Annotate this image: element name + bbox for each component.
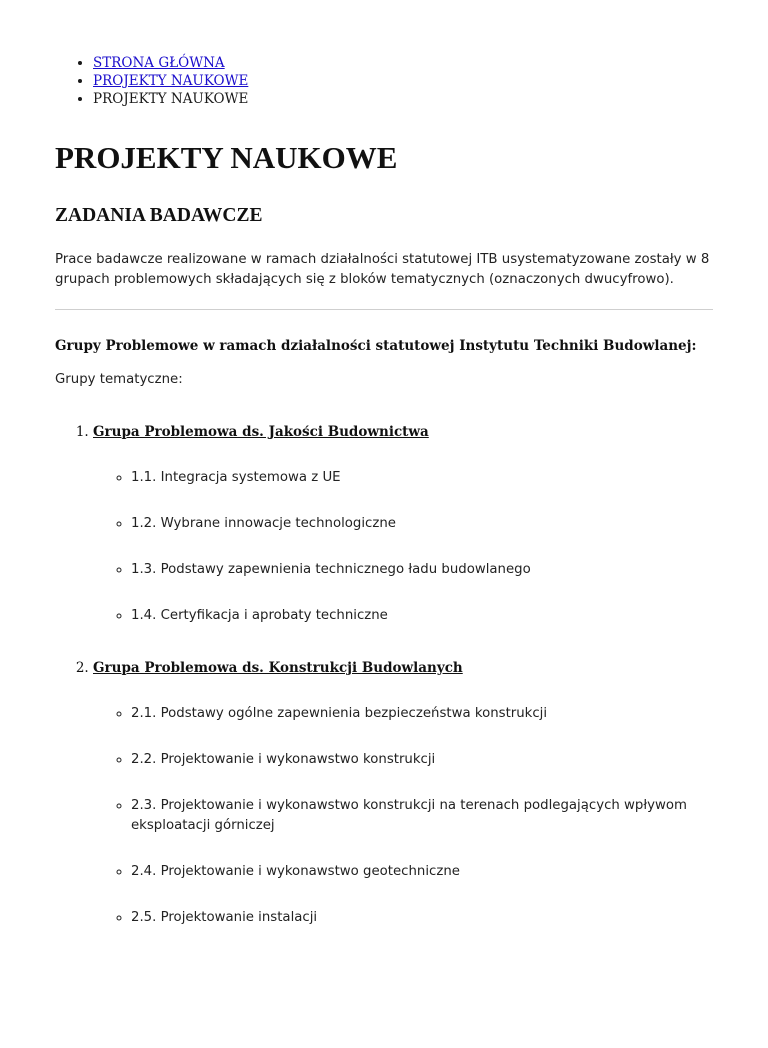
breadcrumb: [55, 54, 713, 108]
topic-item: ◦ 1.4. Certyfikacja i aprobaty techniczne: [131, 606, 713, 626]
page-content: [0, 54, 768, 928]
breadcrumb-link-home[interactable]: STRONA GŁÓWNA: [93, 55, 225, 71]
group-title-link[interactable]: Grupa Problemowa ds. Konstrukcji Budowlanych: [93, 660, 463, 676]
breadcrumb-link-projects[interactable]: PROJEKTY NAUKOWE: [93, 73, 249, 89]
groups-subheading: Grupy Problemowe w ramach działalności statutowej Instytutu Techniki Budowlanej:: [55, 338, 697, 354]
topic-item: ◦ 2.3. Projektowanie i wykonawstwo konstrukcji na terenach podlegających wpływom eksploatacji górniczej: [131, 796, 713, 836]
topic-item: ◦ 2.1. Podstawy ogólne zapewnienia bezpieczeństwa konstrukcji: [131, 704, 713, 724]
topics-list: [93, 468, 713, 626]
breadcrumb-item-projects[interactable]: [93, 72, 713, 90]
breadcrumb-item-home[interactable]: [93, 54, 713, 72]
section-title: ZADANIA BADAWCZE: [55, 205, 263, 226]
breadcrumb-item-current: • PROJEKTY NAUKOWE: [93, 90, 713, 108]
group-item: [93, 422, 713, 626]
topic-item: ◦ 1.2. Wybrane innowacje technologiczne: [131, 514, 713, 534]
group-item: [93, 658, 713, 928]
groups-list: [55, 422, 713, 928]
divider: [55, 309, 713, 310]
intro-paragraph: Prace badawcze realizowane w ramach działalności statutowej ITB usystematyzowane zostały w 8 grupach problemowych składających się z bloków tematycznych (oznaczonych dwucyfrowo).: [55, 252, 710, 287]
page-title: PROJEKTY NAUKOWE: [55, 140, 398, 175]
topic-item: ◦ 1.3. Podstawy zapewnienia technicznego ładu budowlanego: [131, 560, 713, 580]
topic-item: ◦ 2.2. Projektowanie i wykonawstwo konstrukcji: [131, 750, 713, 770]
groups-label: Grupy tematyczne:: [55, 372, 183, 387]
topics-list: [93, 704, 713, 928]
group-title-link[interactable]: Grupa Problemowa ds. Jakości Budownictwa: [93, 424, 429, 440]
topic-item: ◦ 1.1. Integracja systemowa z UE: [131, 468, 713, 488]
topic-item: ◦ 2.5. Projektowanie instalacji: [131, 908, 713, 928]
topic-item: ◦ 2.4. Projektowanie i wykonawstwo geotechniczne: [131, 862, 713, 882]
